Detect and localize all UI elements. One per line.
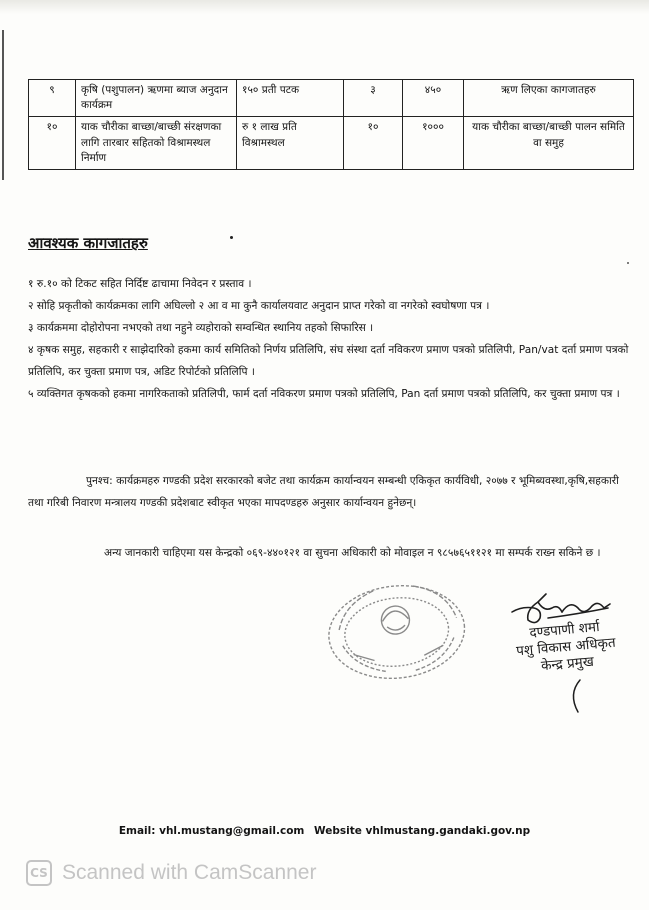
signatory-name: दण्डपाणी शर्मा [528,619,601,642]
count-cell: १० [344,117,403,170]
requirement-item: २ सोहि प्रकृतीको कार्यक्रमका लागि अघिल्लो २ आ व मा कुनै कार्यालयवाट अनुदान प्राप्त गरेको वा नगरेको स्वघोषणा पत्र । [28,300,490,312]
program-cell: याक चौरीका बाच्छा/बाच्छी संरक्षणका लागि तारबार सहितको विश्रामस्थल निर्माण [76,117,237,170]
requirements-list [28,273,634,405]
signatory-role: केन्द्र प्रमुख [540,653,595,675]
program-cell: कृषि (पशुपालन) ऋणमा ब्याज अनुदान कार्यक्रम [76,80,237,117]
camscanner-watermark [26,858,316,888]
footer-website[interactable]: Website vhlmustang.gandaki.gov.np [314,825,531,837]
target-cell: याक चौरीका बाच्छा/बाच्छी पालन समिति वा समुह [464,117,634,170]
total-cell: १००० [403,117,464,170]
scan-left-edge [2,30,4,180]
scan-top-edge [0,0,649,14]
requirement-item: ४ कृषक समुह, सहकारी र साझेदारिको हकमा कार्य समितिको निर्णय प्रतिलिपि, संघ संस्था दर्ता नविकरण प्रमाण पत्रको प्रतिलिपी, Pan/vat दर्ता प्रमाण पत्रको प्रतिलिपि, कर चुक्ता प्रमाण पत्र, अडिट रिपोर्टको प्रतिलिपि । [28,344,629,378]
requirement-item: ५ व्यक्तिगत कृषकको हकमा नागरिकताको प्रतिलिपी, फार्म दर्ता नविकरण प्रमाण पत्रको प्रतिलिपि, Pan दर्ता प्रमाण पत्रको प्रतिलिपि, कर चुक्ता प्रमाण पत्र । [28,388,620,400]
footer-contact [0,825,649,837]
amount-cell: रु १ लाख प्रति विश्रामस्थल [237,117,344,170]
footer-email[interactable]: Email: vhl.mustang@gmail.com [118,825,305,837]
target-cell: ऋण लिएका कागजातहरु [464,80,634,117]
scan-speck [627,262,629,264]
camscanner-logo-icon: CS [26,860,52,886]
serial-cell: ९ [29,80,76,117]
amount-cell: १५० प्रती पटक [237,80,344,117]
serial-cell: १० [29,117,76,170]
count-cell: ३ [344,80,403,117]
watermark-text: Scanned with CamScanner [62,861,317,884]
schemes-table [28,79,634,170]
table-row [29,80,634,117]
postscript-note: पुनश्च: कार्यक्रमहरु गण्डकी प्रदेश सरकारको बजेट तथा कार्यक्रम कार्यान्वयन सम्बन्धी एकिकृत कार्यविधी, २०७७ र भूमिब्यवस्था,कृषि,सहकारी तथा गरिबी निवारण मन्त्रालय गण्डकी प्रदेशबाट स्वीकृत भएका मापदण्डहरु अनुसार कार्यान्वयन हुनेछन्। [28,475,619,509]
office-seal-stamp [322,580,472,690]
requirements-heading: आवश्यक कागजातहरु [28,234,148,252]
contact-note: अन्य जानकारी चाहिएमा यस केन्द्रको ०६९-४४०१२१ वा सुचना अधिकारी को मोवाइल न ९८५७६५११२१ मा सम्पर्क राख्न सकिने छ । [104,547,601,559]
scan-speck [230,236,233,239]
table-row [29,117,634,170]
requirement-item: ३ कार्यक्रममा दोहोरोपना नभएको तथा नहुने व्यहोराको सम्वन्धित स्थानिय तहको सिफारिस । [28,322,374,334]
requirement-item: १ रु.१० को टिकट सहित निर्दिष्ट ढाचामा निवेदन र प्रस्ताव । [28,278,252,290]
total-cell: ४५० [403,80,464,117]
signatory-block [494,616,638,679]
pen-mark [566,678,586,714]
signatory-title: पशु विकास अधिकृत [515,634,617,660]
